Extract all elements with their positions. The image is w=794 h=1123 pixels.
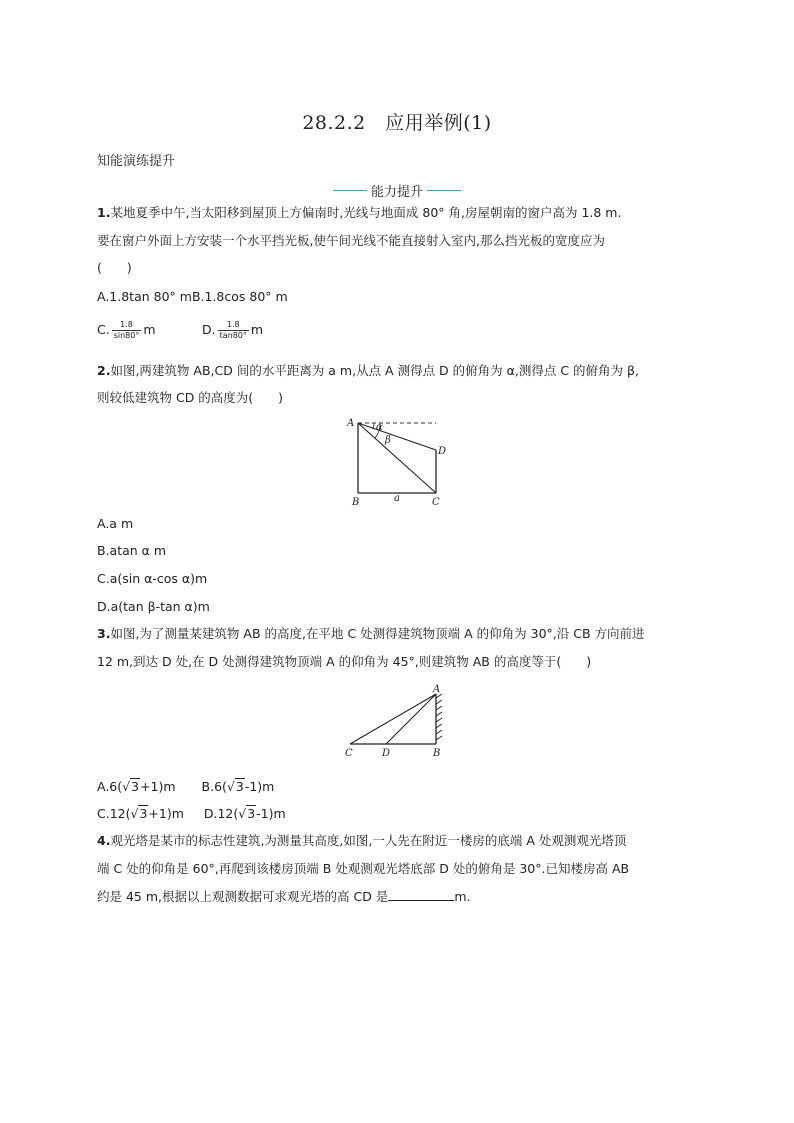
q1-option-b: B.1.8cos 80° m (191, 289, 288, 304)
q2-label-alpha: α (376, 422, 383, 433)
q1-option-d-num: 1.8 (218, 320, 249, 331)
subsection-heading (333, 181, 461, 200)
q4-text3: 约是 45 m,根据以上观测数据可求观光塔的高 CD 是 (97, 889, 389, 904)
q2-line1 (97, 362, 639, 380)
q3-label-a: A (433, 684, 441, 695)
q4-line1 (97, 832, 626, 850)
q1-line2: 要在窗户外面上方安装一个水平挡光板,使午间光线不能直接射入室内,那么挡光板的宽度应为 (97, 233, 605, 248)
q2-figure (340, 412, 450, 510)
q3-options-cd (97, 805, 286, 823)
q1-option-c-fraction (112, 320, 142, 341)
q2-text1: 如图,两建筑物 AB,CD 间的水平距离为 a m,从点 A 测得点 D 的俯角为 α,测得点 C 的俯角为 β, (110, 363, 639, 378)
q3-option-a: A.6(√3+1)m (97, 779, 176, 794)
q1-option-c (97, 320, 156, 341)
q1-line1 (97, 204, 621, 222)
q2-label-c: C (432, 497, 440, 508)
q1-option-d (202, 320, 263, 341)
q4-number: 4. (97, 833, 111, 848)
rule-left (333, 190, 367, 191)
q2-option-a: A.a m (97, 516, 134, 531)
q2-option-b: B.atan α m (97, 543, 167, 558)
q3-label-c: C (345, 748, 353, 759)
rule-right (427, 190, 461, 191)
q3-line1 (97, 625, 645, 643)
q1-text1: 某地夏季中午,当太阳移到屋顶上方偏南时,光线与地面成 80° 角,房屋朝南的窗户高为 1.8 m. (110, 205, 622, 220)
q4-text1: 观光塔是某市的标志性建筑,为测量其高度,如图,一人先在附近一楼房的底端 A 处观测观光塔顶 (110, 833, 627, 848)
section-heading: 知能演练提升 (97, 154, 176, 169)
q3-option-c: C.12(√3+1)m (97, 806, 184, 821)
q2-option-c: C.a(sin α-cos α)m (97, 571, 208, 586)
q4-text3-unit: m. (454, 889, 471, 904)
q2-option-d: D.a(tan β-tan α)m (97, 599, 210, 614)
q2-label-b: B (352, 497, 360, 508)
subsection-label: 能力提升 (370, 185, 423, 200)
q3-text1: 如图,为了测量某建筑物 AB 的高度,在平地 C 处测得建筑物顶端 A 的仰角为 30°,沿 CB 方向前进 (110, 626, 645, 641)
q3-building-hatch (436, 694, 442, 740)
q2-label-d: D (438, 446, 447, 457)
page-title: 28.2.2 应用举例(1) (302, 112, 492, 134)
q1-option-d-fraction (218, 320, 249, 341)
q1-option-d-den: tan80° (219, 331, 247, 340)
q2-number: 2. (97, 363, 111, 378)
q3-options-ab (97, 778, 274, 796)
q4-line2: 端 C 处的仰角是 60°,再爬到该楼房顶端 B 处观测观光塔底部 D 处的俯角是 30°.已知楼房高 AB (97, 861, 630, 876)
q3-number: 3. (97, 626, 111, 641)
q1-number: 1. (97, 205, 111, 220)
q1-option-d-prefix: D. (202, 322, 216, 337)
q2-line-ac (358, 423, 436, 493)
q3-label-b: B (433, 748, 441, 759)
q2-label-a: A (347, 418, 355, 429)
q1-option-c-den: sin80° (113, 331, 140, 340)
subsection-heading-wrap (0, 176, 794, 200)
q2-label-beta: β (385, 435, 391, 446)
q1-option-a: A.1.8tan 80° m (97, 289, 192, 304)
q3-figure (336, 682, 460, 762)
q3-line2: 12 m,到达 D 处,在 D 处测得建筑物顶端 A 的仰角为 45°,则建筑物 AB 的高度等于( ) (97, 654, 592, 669)
q1-option-c-unit: m (143, 322, 156, 337)
q1-option-c-prefix: C. (97, 322, 110, 337)
q1-paren: ( ) (97, 260, 132, 275)
q2-line2: 则较低建筑物 CD 的高度为( ) (97, 390, 284, 405)
q3-option-b: B.6(√3-1)m (201, 779, 275, 794)
q4-answer-blank[interactable] (388, 888, 454, 901)
q1-option-d-unit: m (250, 322, 264, 337)
q3-option-d: D.12(√3-1)m (203, 806, 286, 821)
q4-line3 (97, 888, 470, 906)
q2-label-dist-a: a (394, 493, 400, 504)
q2-line-ad (358, 423, 436, 450)
q1-options-ab (97, 288, 288, 306)
q3-label-d: D (382, 748, 391, 759)
q1-option-c-num: 1.8 (112, 320, 142, 331)
